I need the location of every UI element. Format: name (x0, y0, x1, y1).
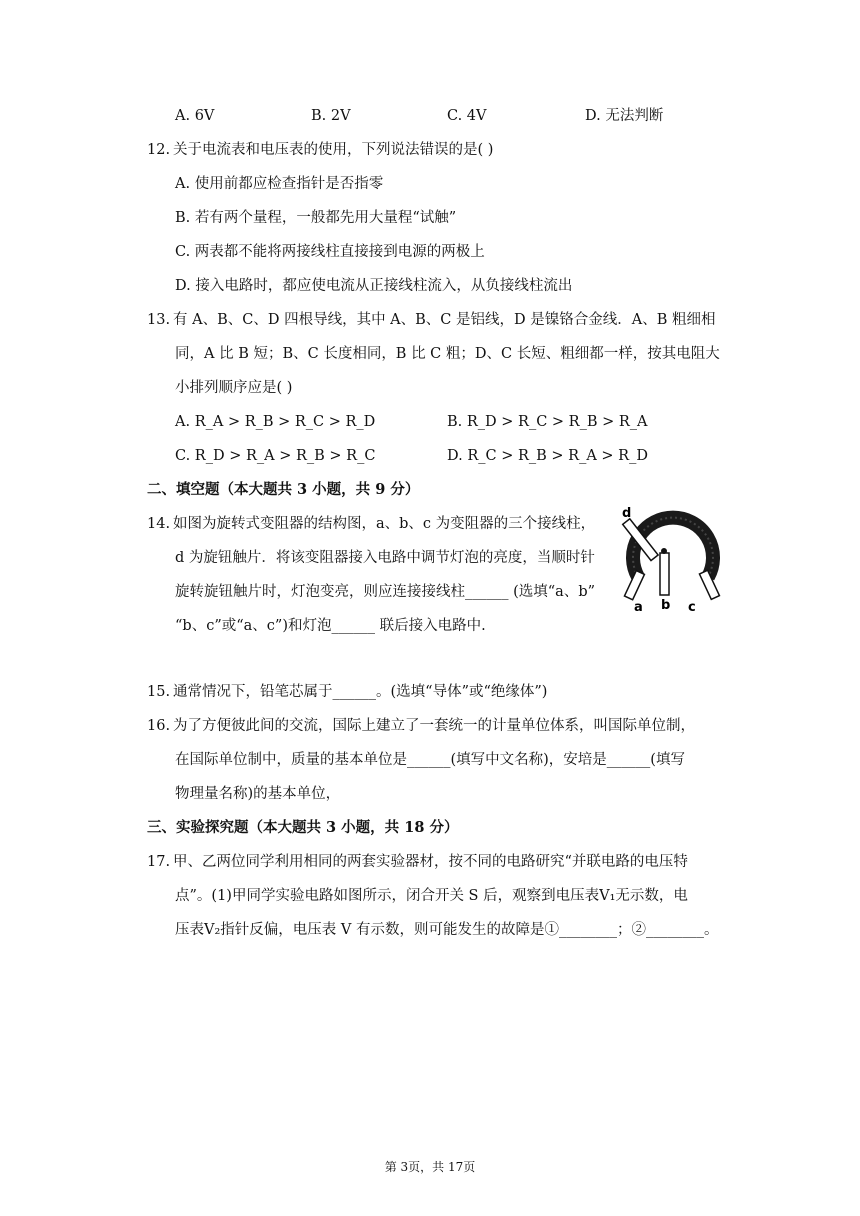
question-stem-line-3: 小排列顺序应是( ) (175, 380, 293, 396)
question-stem-line-3: 压表V₂指针反偏，电压表 V 有示数，则可能发生的故障是①________；②________。 (175, 922, 719, 938)
q13-option-c: C. R_D > R_A > R_B > R_C (175, 448, 376, 464)
question-stem-line-2: d 为旋钮触片．将该变阻器接入电路中调节灯泡的亮度，当顺时针 (175, 550, 595, 566)
question-number: 15. (147, 684, 171, 700)
q11-option-a: A. 6V (175, 108, 215, 124)
question-stem-line-1: 如图为旋转式变阻器的结构图，a、b、c 为变阻器的三个接线柱， (173, 516, 596, 532)
q13-option-d: D. R_C > R_B > R_A > R_D (447, 448, 648, 464)
rheostat-diagram (616, 503, 728, 615)
question-number: 16. (147, 718, 171, 734)
label-c: c (688, 600, 696, 615)
question-number: 13. (147, 312, 171, 328)
q11-option-d: D. 无法判断 (585, 108, 664, 124)
question-stem: 关于电流表和电压表的使用，下列说法错误的是( ) (173, 142, 494, 158)
question-stem-line-4: “b、c”或“a、c”)和灯泡______ 联后接入电路中. (175, 618, 486, 634)
question-stem-line-3: 旋转旋钮触片时，灯泡变亮，则应连接接线柱______ (选填“a、b” (175, 584, 596, 600)
q13-option-b: B. R_D > R_C > R_B > R_A (447, 414, 648, 430)
rheostat-figure (616, 503, 728, 615)
question-13 (147, 310, 715, 330)
question-12 (147, 140, 493, 160)
page-footer: 第 3页，共 17页 (384, 1160, 476, 1174)
question-stem-line-2: 同，A 比 B 短；B、C 长度相同，B 比 C 粗；D、C 长短、粗细都一样，按其电阻大 (175, 346, 720, 362)
terminal-b (660, 553, 669, 595)
label-b: b (661, 598, 671, 613)
question-number: 12. (147, 142, 171, 158)
question-stem-line-2: 在国际单位制中，质量的基本单位是______(填写中文名称)，安培是______(填写 (175, 752, 685, 768)
section-heading-experiment: 三、实验探究题（本大题共 3 小题，共 18 分） (147, 819, 459, 836)
question-stem-line-1: 甲、乙两位同学利用相同的两套实验器材，按不同的电路研究“并联电路的电压特 (173, 854, 688, 870)
question-17 (147, 852, 688, 872)
q12-option-b: B. 若有两个量程，一般都先用大量程“试触” (175, 210, 457, 226)
question-stem-line-1: 有 A、B、C、D 四根导线，其中 A、B、C 是铝线，D 是镍铬合金线．A、B 粗细相 (173, 312, 716, 328)
q12-option-d: D. 接入电路时，都应使电流从正接线柱流入，从负接线柱流出 (175, 278, 573, 294)
pivot (661, 548, 667, 554)
question-16 (147, 716, 695, 736)
q11-option-b: B. 2V (311, 108, 351, 124)
q13-option-a: A. R_A > R_B > R_C > R_D (175, 414, 376, 430)
question-14 (147, 514, 595, 534)
question-number: 14. (147, 516, 171, 532)
label-d: d (622, 506, 632, 521)
question-15 (147, 682, 547, 702)
question-stem-line-3: 物理量名称)的基本单位， (175, 786, 341, 802)
q12-option-c: C. 两表都不能将两接线柱直接接到电源的两极上 (175, 244, 485, 260)
question-stem-line-1: 为了方便彼此间的交流，国际上建立了一套统一的计量单位体系，叫国际单位制， (173, 718, 695, 734)
label-a: a (634, 600, 643, 615)
q12-option-a: A. 使用前都应检查指针是否指零 (175, 176, 384, 192)
section-heading-fill-in: 二、填空题（本大题共 3 小题，共 9 分） (147, 481, 420, 498)
question-number: 17. (147, 854, 171, 870)
terminal-a (624, 571, 644, 600)
q11-option-c: C. 4V (447, 108, 487, 124)
question-stem: 通常情况下，铅笔芯属于______。(选填“导体”或“绝缘体”) (173, 684, 548, 700)
question-stem-line-2: 点”。(1)甲同学实验电路如图所示，闭合开关 S 后，观察到电压表V₁无示数，电 (175, 888, 688, 904)
